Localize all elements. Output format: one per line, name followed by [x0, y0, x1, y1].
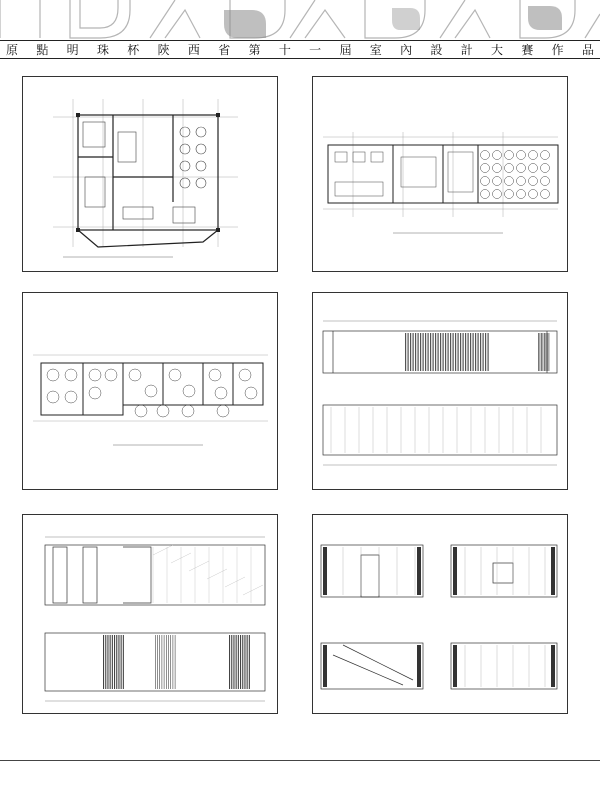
- hatch-line: [468, 333, 469, 371]
- column-mark: [453, 547, 457, 595]
- title-char: 點: [36, 43, 49, 57]
- table-symbol: [129, 369, 141, 381]
- table-symbol: [182, 405, 194, 417]
- table-symbol: [541, 164, 550, 173]
- hatch-line: [244, 635, 245, 689]
- table-symbol: [105, 369, 117, 381]
- sheet-floor-plan-2: [312, 76, 568, 272]
- table-symbol: [135, 405, 147, 417]
- table-symbol: [65, 391, 77, 403]
- table-symbol: [183, 385, 195, 397]
- header-rule-bottom: [0, 58, 600, 59]
- hatch-line: [423, 333, 424, 371]
- panel-line: [243, 585, 263, 595]
- hatch-line: [465, 333, 466, 371]
- sheet-elevation-2: [22, 514, 278, 714]
- title-char: 第: [248, 43, 261, 57]
- title-char: 一: [309, 43, 322, 57]
- title-char: 室: [369, 43, 382, 57]
- title-char: 西: [187, 43, 200, 57]
- hatch-line: [544, 333, 545, 371]
- hatch-line: [118, 635, 119, 689]
- table-symbol: [529, 164, 538, 173]
- hatch-line: [159, 635, 160, 689]
- sheet-floor-plan-1: [22, 76, 278, 272]
- hatch-line: [435, 333, 436, 371]
- elevation-drawing: [23, 515, 277, 713]
- hatch-line: [105, 635, 106, 689]
- hatch-line: [242, 635, 243, 689]
- floor-plan-drawing: [313, 77, 567, 271]
- hatch-line: [405, 333, 406, 371]
- table-symbol: [157, 405, 169, 417]
- hatch-line: [455, 333, 456, 371]
- hatch-line: [110, 635, 111, 689]
- table-symbol: [481, 151, 490, 160]
- hatch-line: [408, 333, 409, 371]
- title-char: 作: [551, 43, 564, 57]
- hatch-line: [458, 333, 459, 371]
- hatch-line: [103, 635, 104, 689]
- floor-plan-drawing: [23, 77, 277, 271]
- hatch-line: [425, 333, 426, 371]
- table-symbol: [481, 164, 490, 173]
- hatch-line: [238, 635, 239, 689]
- hatch-line: [114, 635, 115, 689]
- table-symbol: [239, 369, 251, 381]
- table-symbol: [493, 151, 502, 160]
- hatch-line: [443, 333, 444, 371]
- hatch-line: [170, 635, 171, 689]
- title-char: 珠: [96, 43, 109, 57]
- title-char: 屆: [339, 43, 352, 57]
- hatch-line: [112, 635, 113, 689]
- hatch-line: [483, 333, 484, 371]
- hatch-line: [168, 635, 169, 689]
- panel-line: [189, 561, 209, 571]
- table-symbol: [505, 190, 514, 199]
- title-char: 設: [430, 43, 443, 57]
- hatch-line: [413, 333, 414, 371]
- hatch-line: [430, 333, 431, 371]
- title-char: 賽: [521, 43, 534, 57]
- sheet-elevation-1: [312, 292, 568, 490]
- sheet-elevation-3: [312, 514, 568, 714]
- table-symbol: [517, 190, 526, 199]
- column-mark: [551, 645, 555, 687]
- header-banner: [0, 0, 600, 40]
- footer-rule: [0, 760, 600, 761]
- table-symbol: [215, 387, 227, 399]
- table-symbol: [505, 151, 514, 160]
- hatch-line: [448, 333, 449, 371]
- hatch-line: [480, 333, 481, 371]
- table-symbol: [541, 177, 550, 186]
- table-symbol: [505, 177, 514, 186]
- table-symbol: [529, 190, 538, 199]
- hatch-line: [549, 333, 550, 371]
- elevation-drawing: [313, 515, 567, 713]
- hatch-line: [538, 333, 539, 371]
- panel-line: [207, 569, 227, 579]
- hatch-line: [546, 333, 547, 371]
- column-mark: [323, 547, 327, 595]
- hatch-line: [157, 635, 158, 689]
- hatch-line: [249, 635, 250, 689]
- title-char: 計: [460, 43, 473, 57]
- panel-line: [153, 545, 173, 555]
- column-mark: [417, 645, 421, 687]
- table-symbol: [493, 177, 502, 186]
- hatch-line: [453, 333, 454, 371]
- hatch-line: [438, 333, 439, 371]
- hatch-line: [107, 635, 108, 689]
- hatch-line: [155, 635, 156, 689]
- hatch-line: [460, 333, 461, 371]
- hatch-line: [121, 635, 122, 689]
- hatch-line: [229, 635, 230, 689]
- title-char: 杯: [127, 43, 140, 57]
- table-symbol: [541, 151, 550, 160]
- column-mark: [323, 645, 327, 687]
- hatch-line: [478, 333, 479, 371]
- hatch-line: [164, 635, 165, 689]
- hatch-line: [543, 333, 544, 371]
- hatch-line: [445, 333, 446, 371]
- table-symbol: [65, 369, 77, 381]
- hatch-line: [410, 333, 411, 371]
- sheet-floor-plan-3: [22, 292, 278, 490]
- table-symbol: [47, 369, 59, 381]
- hatch-line: [547, 333, 548, 371]
- title-char: 原: [6, 43, 19, 57]
- table-symbol: [89, 387, 101, 399]
- table-symbol: [529, 177, 538, 186]
- table-symbol: [47, 391, 59, 403]
- table-symbol: [517, 151, 526, 160]
- table-symbol: [481, 177, 490, 186]
- hatch-line: [116, 635, 117, 689]
- title-char: 內: [400, 43, 413, 57]
- hatch-line: [236, 635, 237, 689]
- hatch-line: [247, 635, 248, 689]
- hatch-line: [428, 333, 429, 371]
- hatch-line: [418, 333, 419, 371]
- hatch-line: [463, 333, 464, 371]
- hatch-line: [231, 635, 232, 689]
- hatch-line: [473, 333, 474, 371]
- table-symbol: [89, 369, 101, 381]
- hatch-line: [173, 635, 174, 689]
- title-char: 明: [66, 43, 79, 57]
- table-symbol: [517, 164, 526, 173]
- hatch-line: [541, 333, 542, 371]
- hatch-line: [540, 333, 541, 371]
- hatch-line: [162, 635, 163, 689]
- hatch-line: [166, 635, 167, 689]
- hatch-line: [485, 333, 486, 371]
- hatch-line: [450, 333, 451, 371]
- column-mark: [417, 547, 421, 595]
- table-symbol: [493, 190, 502, 199]
- table-symbol: [529, 151, 538, 160]
- title-char: 陝: [157, 43, 170, 57]
- hatch-line: [470, 333, 471, 371]
- page-title: [0, 41, 600, 57]
- hatch-line: [175, 635, 176, 689]
- table-symbol: [481, 190, 490, 199]
- title-char: 大: [491, 43, 504, 57]
- table-symbol: [541, 190, 550, 199]
- hatch-line: [420, 333, 421, 371]
- panel-line: [225, 577, 245, 587]
- hatch-line: [123, 635, 124, 689]
- hatch-line: [475, 333, 476, 371]
- table-symbol: [245, 387, 257, 399]
- column-mark: [453, 645, 457, 687]
- table-symbol: [217, 405, 229, 417]
- table-symbol: [517, 177, 526, 186]
- hatch-line: [488, 333, 489, 371]
- table-symbol: [505, 164, 514, 173]
- hatch-line: [240, 635, 241, 689]
- table-symbol: [209, 369, 221, 381]
- column-mark: [551, 547, 555, 595]
- table-symbol: [145, 385, 157, 397]
- hatch-line: [433, 333, 434, 371]
- hatch-line: [233, 635, 234, 689]
- title-char: 省: [218, 43, 231, 57]
- hatch-line: [415, 333, 416, 371]
- elevation-drawing: [313, 293, 567, 489]
- hatch-line: [440, 333, 441, 371]
- table-symbol: [169, 369, 181, 381]
- title-char: 十: [278, 43, 291, 57]
- title-char: 品: [581, 43, 594, 57]
- floor-plan-drawing: [23, 293, 277, 489]
- table-symbol: [493, 164, 502, 173]
